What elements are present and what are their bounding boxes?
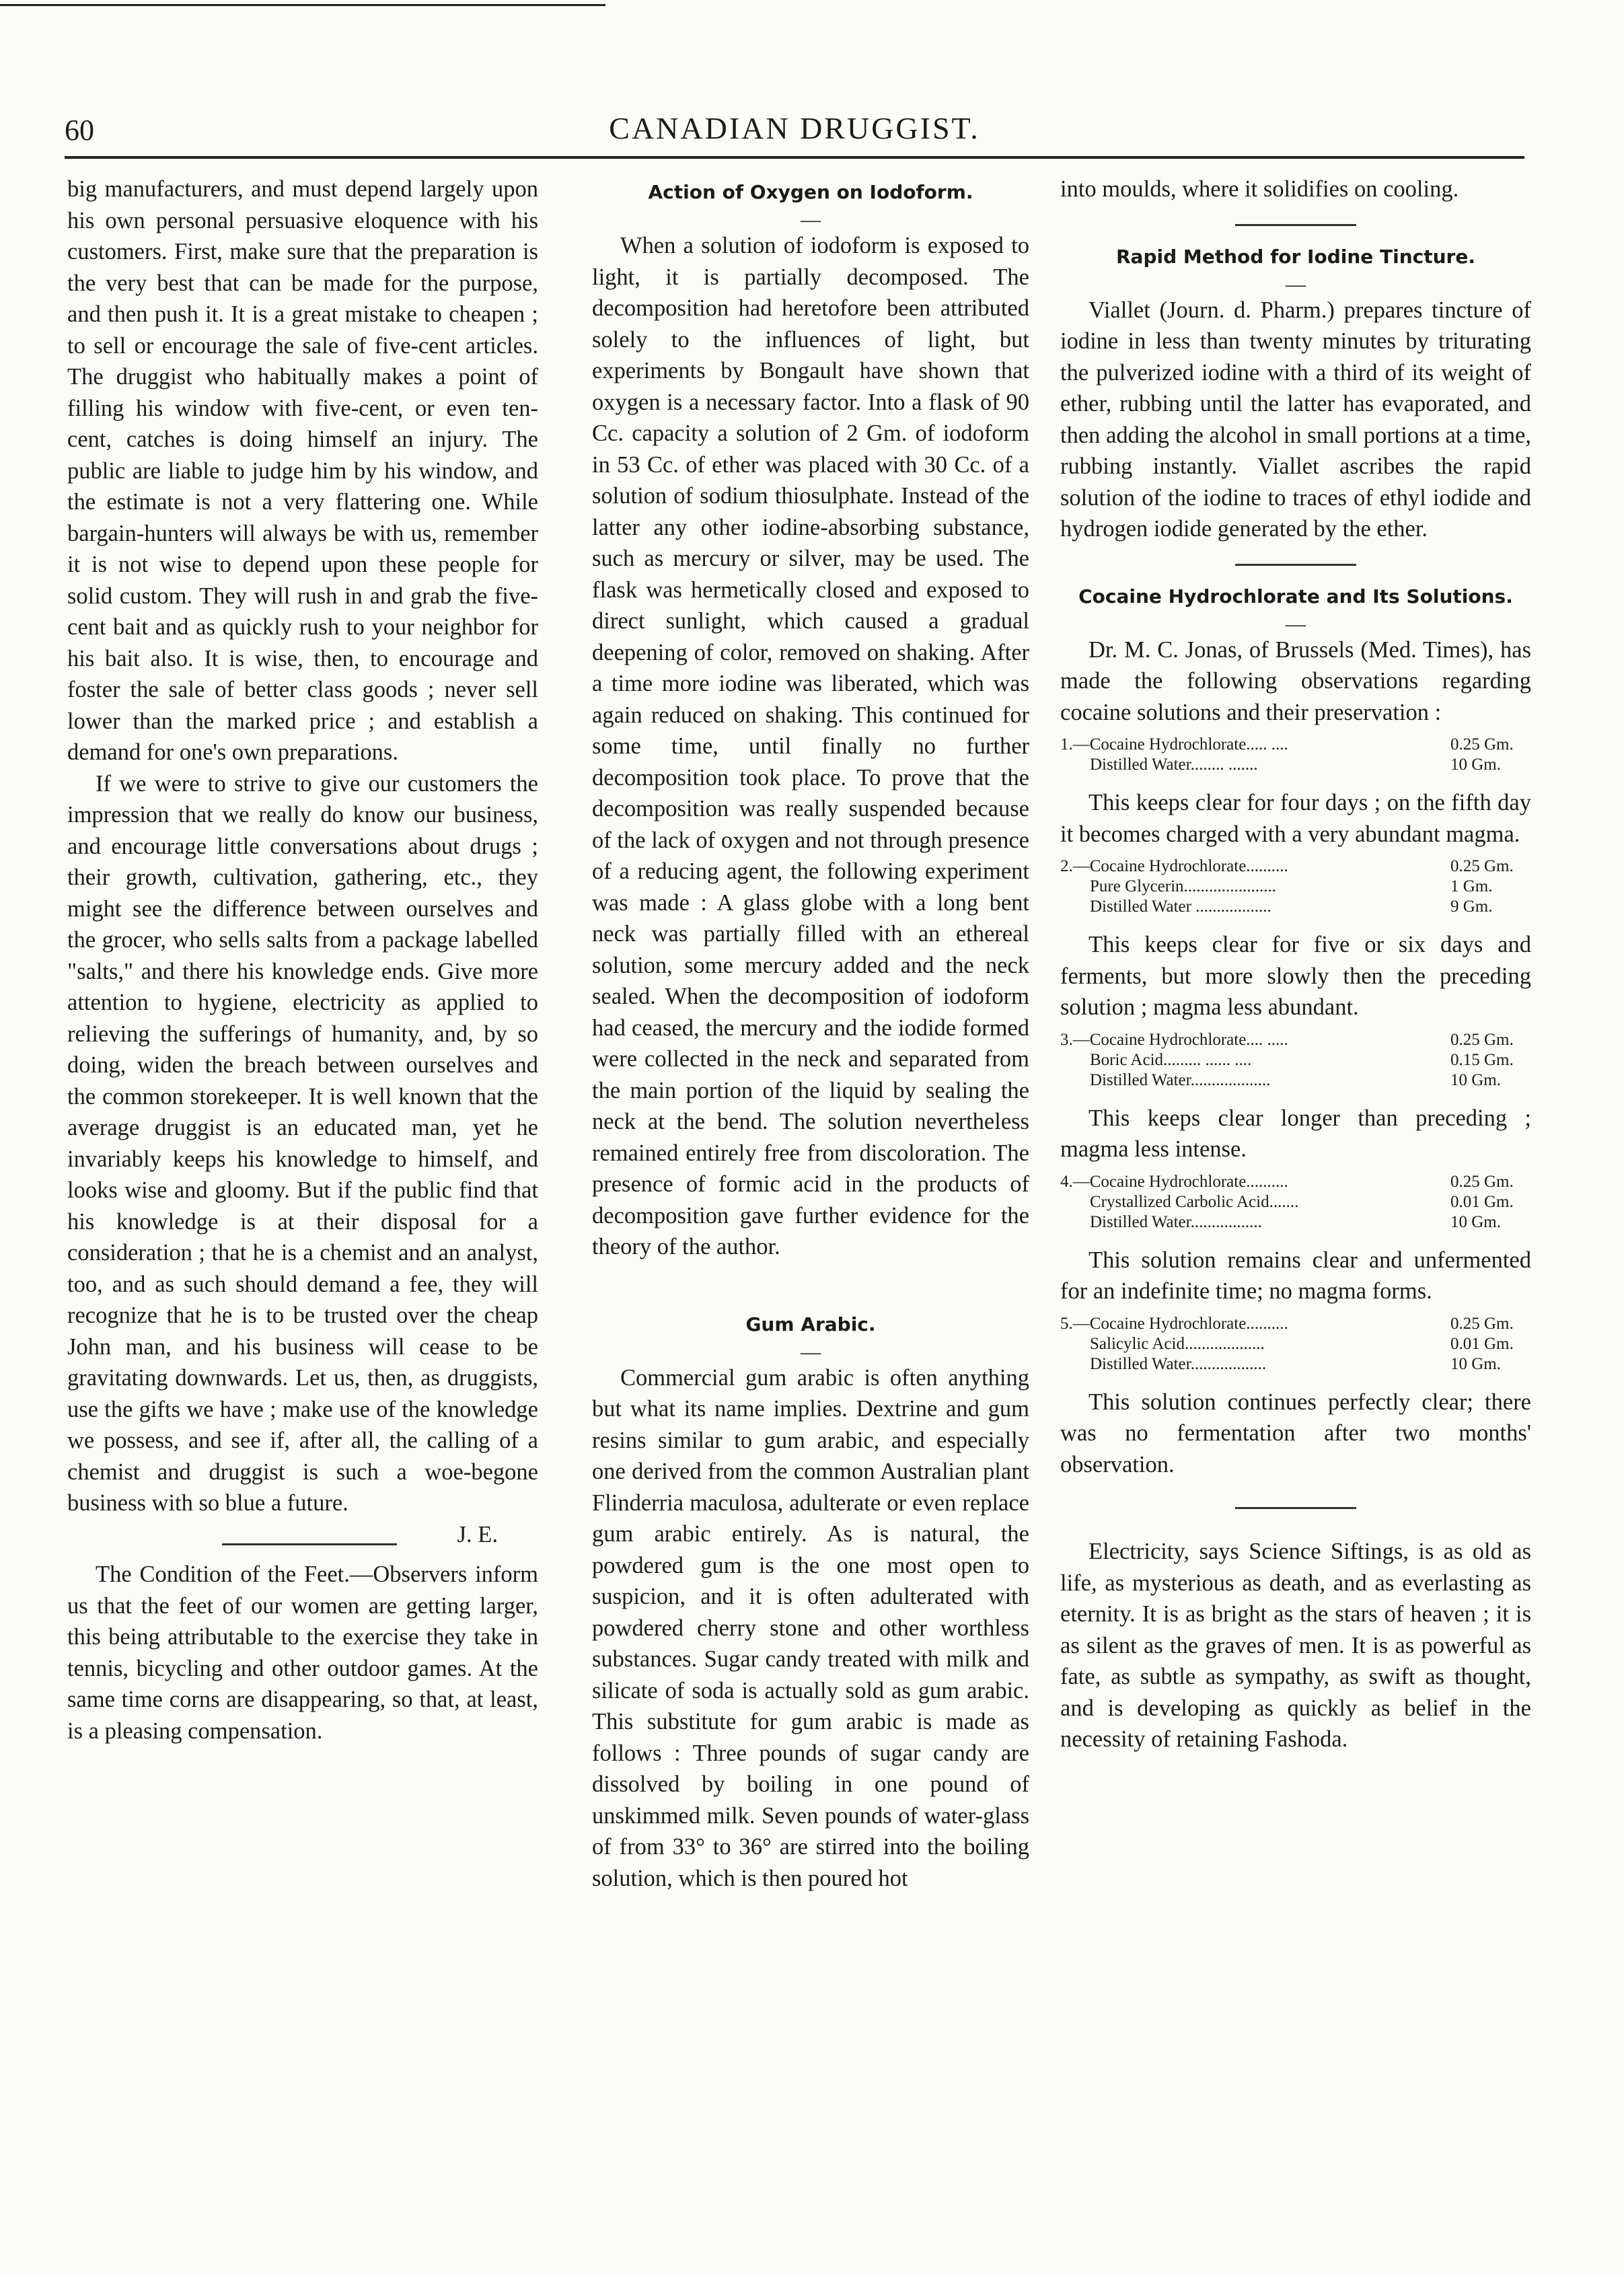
section-divider xyxy=(222,1543,397,1545)
recipe xyxy=(1060,1172,1531,1233)
paragraph: into moulds, where it solidifies on cooling. xyxy=(1060,176,1459,202)
paragraph: big manufacturers, and must depend largely upon his own personal persuasive eloquence with his customers. First, make sure that the preparation is the very best that can be made for the purpose, and then push it. It is a great mistake to cheapen ; to sell or encourage the sale of five-cent articles. The druggist who habitually makes a point of filling his window with five-cent, or even ten-cent, catches is doing himself an injury. The public are liable to judge him by his window, and the estimate is not a very flattering one. While bargain-hunters will always be with us, remember it is not wise to depend upon these people for solid custom. They will rush in and grab the five-cent bait and as quickly rush to your neighbor for his bait also. It is wise, then, to encourage and foster the sale of better class goods ; never sell lower than the marked price ; and establish a demand for one's own preparations. xyxy=(67,176,538,765)
recipe-line: Salicylic Acid................... 0.01 Gm. xyxy=(1090,1334,1514,1353)
paragraph: The Condition of the Feet.—Observers inform us that the feet of our women are getting larger, this being attributable to the exercise they take in tennis, bicycling and other outdoor games. At the same time corns are disappearing, so that, at least, is a pleasing compensation. xyxy=(67,1562,538,1744)
heading-dash: — xyxy=(801,209,821,231)
column-3 xyxy=(1060,174,1531,1755)
top-rule xyxy=(0,4,605,6)
recipe-line: Distilled Water.................. 10 Gm. xyxy=(1090,1354,1501,1373)
heading-dash: — xyxy=(1286,272,1306,295)
recipe-note: This keeps clear for four days ; on the fifth day it becomes charged with a very abundant magma. xyxy=(1060,790,1531,847)
recipe xyxy=(1060,1030,1531,1091)
column-1 xyxy=(67,174,538,1747)
recipe-note: This solution remains clear and unfermented for an indefinite time; no magma forms. xyxy=(1060,1247,1531,1304)
article-heading: Gum Arabic. xyxy=(745,1313,876,1335)
page-header xyxy=(65,101,1524,155)
recipe-note: This keeps clear longer than preceding ; magma less intense. xyxy=(1060,1105,1531,1162)
paragraph: Commercial gum arabic is often anything but what its name implies. Dextrine and gum resins similar to gum arabic, and especially one derived from the common Australian plant Flinderria maculosa, adulterate or even replace gum arabic entirely. As is natural, the powdered gum is the one most open to suspicion, and it is often adulterated with powdered cherry stone and other worthless substances. Sugar candy treated with milk and silicate of soda is actually sold as gum arabic. This substitute for gum arabic is made as follows : Three pounds of sugar candy are dissolved by boiling in one pound of unskimmed milk. Seven pounds of water-glass of from 33° to 36° are stirred into the boiling solution, which is then poured hot xyxy=(592,1364,1029,1891)
paragraph: Dr. M. C. Jonas, of Brussels (Med. Times), has made the following observations regarding cocaine solutions and their preservation : xyxy=(1060,636,1531,725)
article-heading: Action of Oxygen on Iodoform. xyxy=(648,181,973,203)
page-number: 60 xyxy=(65,114,94,147)
paragraph: When a solution of iodoform is exposed to light, it is partially decomposed. The decomposition had heretofore been attributed solely to the influences of light, but experiments by Bongault have shown that oxygen is a necessary factor. Into a flask of 90 Cc. capacity a solution of 2 Gm. of iodoform in 53 Cc. of ether was placed with 30 Cc. of a solution of sodium thiosulphate. Instead of the latter any other iodine-absorbing substance, such as mercury or silver, may be used. The flask was hermetically closed and exposed to direct sunlight, which caused a gradual deepening of color, removed on shaking. After a time more iodine was liberated, which was again reduced on shaking. This continued for some time, until finally no further decomposition took place. To prove that the decomposition was really suspended because of the lack of oxygen and not through presence of a reducing agent, the following experiment was made : A glass globe with a long bent neck was partially filled with an ethereal solution, some mercury added and the neck sealed. When the decomposition of iodoform had ceased, the mercury and the iodide formed were collected in the neck and separated from the main portion of the liquid by sealing the neck at the bend. The solution nevertheless remained entirely free from discoloration. The presence of formic acid in the products of decomposition gave further evidence for the theory of the author. xyxy=(592,233,1029,1259)
section-divider xyxy=(1235,564,1356,566)
column-2 xyxy=(592,174,1029,1894)
header-rule xyxy=(65,156,1524,159)
recipe-line: 3.—Cocaine Hydrochlorate.... ..... 0.25 Gm. xyxy=(1060,1030,1514,1049)
section-divider xyxy=(1235,224,1356,226)
recipe-line: 1.—Cocaine Hydrochlorate..... .... 0.25 Gm. xyxy=(1060,735,1514,754)
recipe-line: Crystallized Carbolic Acid....... 0.01 Gm. xyxy=(1090,1192,1514,1211)
recipe-line: 5.—Cocaine Hydrochlorate.......... 0.25 Gm. xyxy=(1060,1314,1514,1333)
recipe-line: Distilled Water .................. 9 Gm. xyxy=(1090,897,1493,916)
paragraph: If we were to strive to give our customers the impression that we really do know our business, and encourage little conversations about drugs ; their growth, cultivation, gathering, etc., they might see the difference between ourselves and the grocer, who sells salts from a package labelled "salts," and there his knowledge ends. Give more attention to hygiene, electricity as applied to relieving the sufferings of humanity, and, by so doing, widen the breach between ourselves and the common storekeeper. It is well known that the average druggist is an educated man, yet he invariably keeps his knowledge to himself, and looks wise and gloomy. But if the public find that his knowledge is at their disposal for a consideration ; that he is a chemist and an analyst, too, and as such should demand a fee, they will recognize that he is to be trusted over the cheap John man, and his business will cease to be gravitating downwards. Let us, then, as druggists, use the gifts we have ; make use of the knowledge we possess, and see if, after all, the calling of a chemist and druggist is such a woe-begone business with so blue a future. xyxy=(67,770,538,1516)
signature: J. E. xyxy=(457,1521,498,1547)
recipe-line: 2.—Cocaine Hydrochlorate.......... 0.25 Gm. xyxy=(1060,857,1514,875)
article-heading: Rapid Method for Iodine Tincture. xyxy=(1115,245,1475,268)
article-heading: Cocaine Hydrochlorate and Its Solutions. xyxy=(1078,585,1513,608)
journal-title: CANADIAN DRUGGIST. xyxy=(609,111,980,145)
recipe-line: Distilled Water........ ....... 10 Gm. xyxy=(1090,756,1501,774)
recipe-line: Distilled Water................. 10 Gm. xyxy=(1090,1212,1501,1231)
heading-dash: — xyxy=(1286,612,1306,635)
recipe-note: This solution continues perfectly clear; there was no fermentation after two months' observation. xyxy=(1060,1389,1531,1477)
recipe-line: Pure Glycerin...................... 1 Gm. xyxy=(1090,877,1493,895)
recipe-line: Boric Acid......... ...... .... 0.15 Gm. xyxy=(1090,1050,1514,1069)
recipe xyxy=(1060,1314,1531,1374)
recipe xyxy=(1060,735,1531,775)
recipe xyxy=(1060,856,1531,917)
recipe-line: Distilled Water................... 10 Gm. xyxy=(1090,1070,1501,1089)
heading-dash: — xyxy=(801,1340,821,1363)
paragraph: Viallet (Journ. d. Pharm.) prepares tincture of iodine in less than twenty minutes by triturating the pulverized iodine with a third of its weight of ether, rubbing until the latter has evaporated, and then adding the alcohol in small portions at a time, rubbing instantly. Viallet ascribes the rapid solution of the iodine to traces of ethyl iodide and hydrogen iodide generated by the ether. xyxy=(1060,297,1531,542)
recipe-line: 4.—Cocaine Hydrochlorate.......... 0.25 Gm. xyxy=(1060,1172,1514,1191)
paragraph: Electricity, says Science Siftings, is as old as life, as mysterious as death, and as everlasting as eternity. It is as bright as the stars of heaven ; it is as silent as the graves of men. It is as powerful as fate, as subtle as sympathy, as swift as thought, and is developing as quickly as belief in the necessity of retaining Fashoda. xyxy=(1060,1539,1531,1752)
spacer xyxy=(592,1263,1029,1306)
recipe-note: This keeps clear for five or six days and ferments, but more slowly then the preceding solution ; magma less abundant. xyxy=(1060,932,1531,1020)
section-divider xyxy=(1235,1507,1356,1509)
